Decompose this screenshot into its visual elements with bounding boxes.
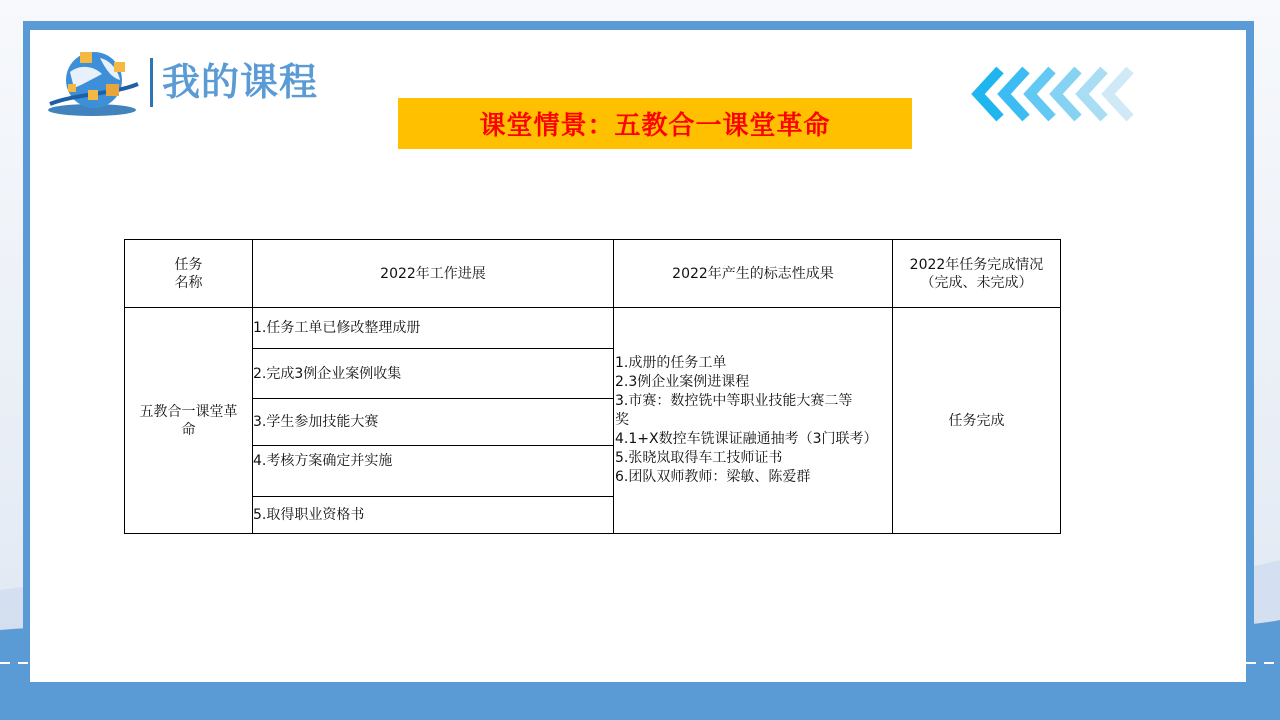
dashed-line-left <box>0 662 30 664</box>
title-accent-bar <box>150 58 153 107</box>
progress-item-2: 2.完成3例企业案例收集 <box>252 348 614 399</box>
progress-item-3: 3.学生参加技能大赛 <box>252 398 614 446</box>
achievements-list <box>614 354 878 487</box>
page-title: 我的课程 <box>162 60 319 104</box>
progress-item-1: 1.任务工单已修改整理成册 <box>252 307 614 349</box>
achievements-cell <box>613 307 893 534</box>
achievement-line: 4.1+X数控车铣课证融通抽考（3门联考） <box>615 431 878 447</box>
globe-with-boxes-logo-icon <box>44 44 140 120</box>
completion-cell: 任务完成 <box>892 307 1061 534</box>
achievement-line: 5.张晓岚取得车工技师证书 <box>615 450 783 466</box>
subtitle-text: 课堂情景：五教合一课堂革命 <box>479 111 831 141</box>
achievement-line: 奖 <box>615 412 629 428</box>
chevron-left-arrows-icon <box>970 66 1160 122</box>
header-achievements: 2022年产生的标志性成果 <box>613 239 893 308</box>
progress-item-5: 5.取得职业资格书 <box>252 496 614 534</box>
dashed-line-right <box>1246 662 1280 664</box>
header-completion: 2022年任务完成情况 （完成、未完成） <box>892 239 1061 308</box>
achievement-line: 3.市赛：数控铣中等职业技能大赛二等 <box>615 393 853 409</box>
header-task-name: 任务 名称 <box>124 239 253 308</box>
task-table <box>124 239 1061 534</box>
progress-item-4: 4.考核方案确定并实施 <box>252 445 614 497</box>
achievement-line: 6.团队双师教师：梁敏、陈爱群 <box>615 469 811 485</box>
task-name-cell: 五教合一课堂革 命 <box>124 307 253 534</box>
achievement-line: 1.成册的任务工单 <box>615 355 727 371</box>
achievement-line: 2.3例企业案例进课程 <box>615 374 750 390</box>
subtitle-banner <box>398 98 912 149</box>
header-work-progress: 2022年工作进展 <box>252 239 614 308</box>
